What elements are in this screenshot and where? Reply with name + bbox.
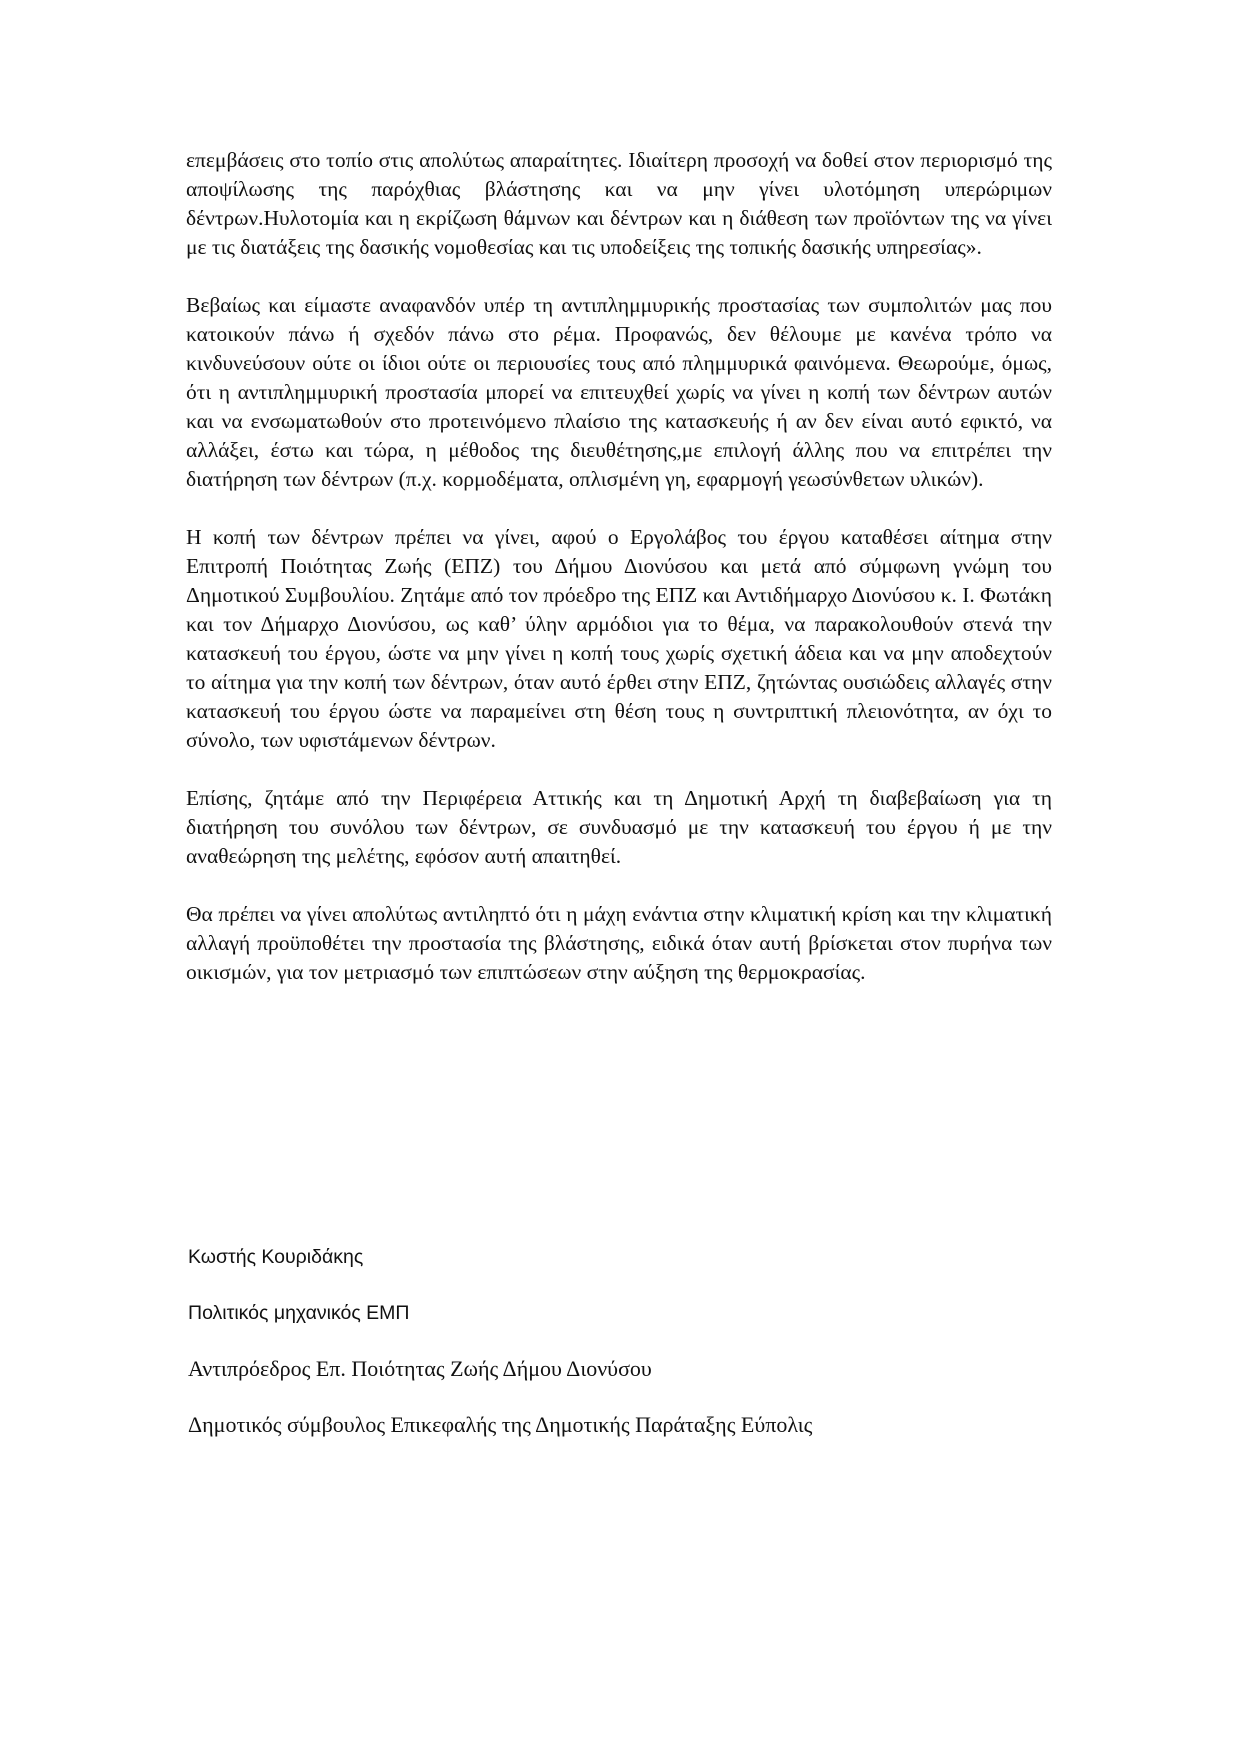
signatory-name: Κωστής Κουριδάκης: [188, 1246, 364, 1268]
paragraph-region-assurance: Επίσης, ζητάμε από την Περιφέρεια Αττικής και τη Δημοτική Αρχή τη διαβεβαίωση για τη διατήρηση του συνόλου των δέντρων, σε συνδυασμό με την κατασκευή του έργου ή με την αναθεώρηση της μελέτης, εφόσον αυτή απαιτηθεί.: [186, 786, 1052, 868]
paragraph-flood-protection: Βεβαίως και είμαστε αναφανδόν υπέρ τη αντιπλημμυρικής προστασίας των συμπολιτών μας που κατοικούν πάνω ή σχεδόν πάνω στο ρέμα. Προφανώς, δεν θέλουμε με κανένα τρόπο να κινδυνεύσουν ούτε οι ίδιοι ούτε οι περιουσίες τους από πλημμυρικά φαινόμενα. Θεωρούμε, όμως, ότι η αντιπλημμυρική προστασία μπορεί να επιτευχθεί χωρίς να γίνει η κοπή των δέντρων αυτών και να ενσωματωθούν στο προτεινόμενο πλαίσιο της κατασκευής ή αν δεν είναι αυτό εφικτό, να αλλάξει, έστω και τώρα, η μέθοδος της διευθέτησης,με επιλογή άλλης που να επιτρέπει την διατήρηση των δέντρων (π.χ. κορμοδέματα, οπλισμένη γη, εφαρμογή γεωσύνθετων υλικών).: [186, 293, 1052, 491]
signatory-profession: Πολιτικός μηχανικός ΕΜΠ: [188, 1302, 410, 1324]
signature-block: [188, 1242, 1088, 1466]
signatory-council-role: Δημοτικός σύμβουλος Επικεφαλής της Δημοτικής Παράταξης Εύπολις: [188, 1412, 813, 1437]
letter-body: [186, 146, 1052, 1016]
signatory-committee-role: Αντιπρόεδρος Επ. Ποιότητας Ζωής Δήμου Διονύσου: [188, 1356, 652, 1381]
paragraph-tree-cutting-request: Η κοπή των δέντρων πρέπει να γίνει, αφού ο Εργολάβος του έργου καταθέσει αίτημα στην Επιτροπή Ποιότητας Ζωής (ΕΠΖ) του Δήμου Διονύσου και μετά από σύμφωνη γνώμη του Δημοτικού Συμβουλίου. Ζητάμε από τον πρόεδρο της ΕΠΖ και Αντιδήμαρχο Διονύσου κ. Ι. Φωτάκη και τον Δήμαρχο Διονύσου, ως καθ’ ύλην αρμόδιοι για το θέμα, να παρακολουθούν στενά την κατασκευή του έργου, ώστε να μην γίνει η κοπή τους χωρίς σχετική άδεια και να μην αποδεχτούν το αίτημα για την κοπή των δέντρων, όταν αυτό έρθει στην ΕΠΖ, ζητώντας ουσιώδεις αλλαγές στην κατασκευή του έργου ώστε να παραμείνει στη θέση τους η συντριπτική πλειονότητα, αν όχι το σύνολο, των υφιστάμενων δέντρων.: [186, 525, 1052, 752]
paragraph-climate-crisis: Θα πρέπει να γίνει απολύτως αντιληπτό ότι η μάχη ενάντια στην κλιματική κρίση και την κλιματική αλλαγή προϋποθέτει την προστασία της βλάστησης, ειδικά όταν αυτή βρίσκεται στον πυρήνα των οικισμών, για τον μετριασμό των επιπτώσεων στην αύξηση της θερμοκρασίας.: [186, 902, 1052, 984]
paragraph-tree-protection-terms: επεμβάσεις στο τοπίο στις απολύτως απαραίτητες. Ιδιαίτερη προσοχή να δοθεί στον περιορισμό της αποψίλωσης της παρόχθιας βλάστησης και να μην γίνει υλοτόμηση υπερώριμων δέντρων.Ηυλοτομία και η εκρίζωση θάμνων και δέντρων και η διάθεση των προϊόντων της να γίνει με τις διατάξεις της δασικής νομοθεσίας και τις υποδείξεις της τοπικής δασικής υπηρεσίας».: [186, 148, 1052, 259]
